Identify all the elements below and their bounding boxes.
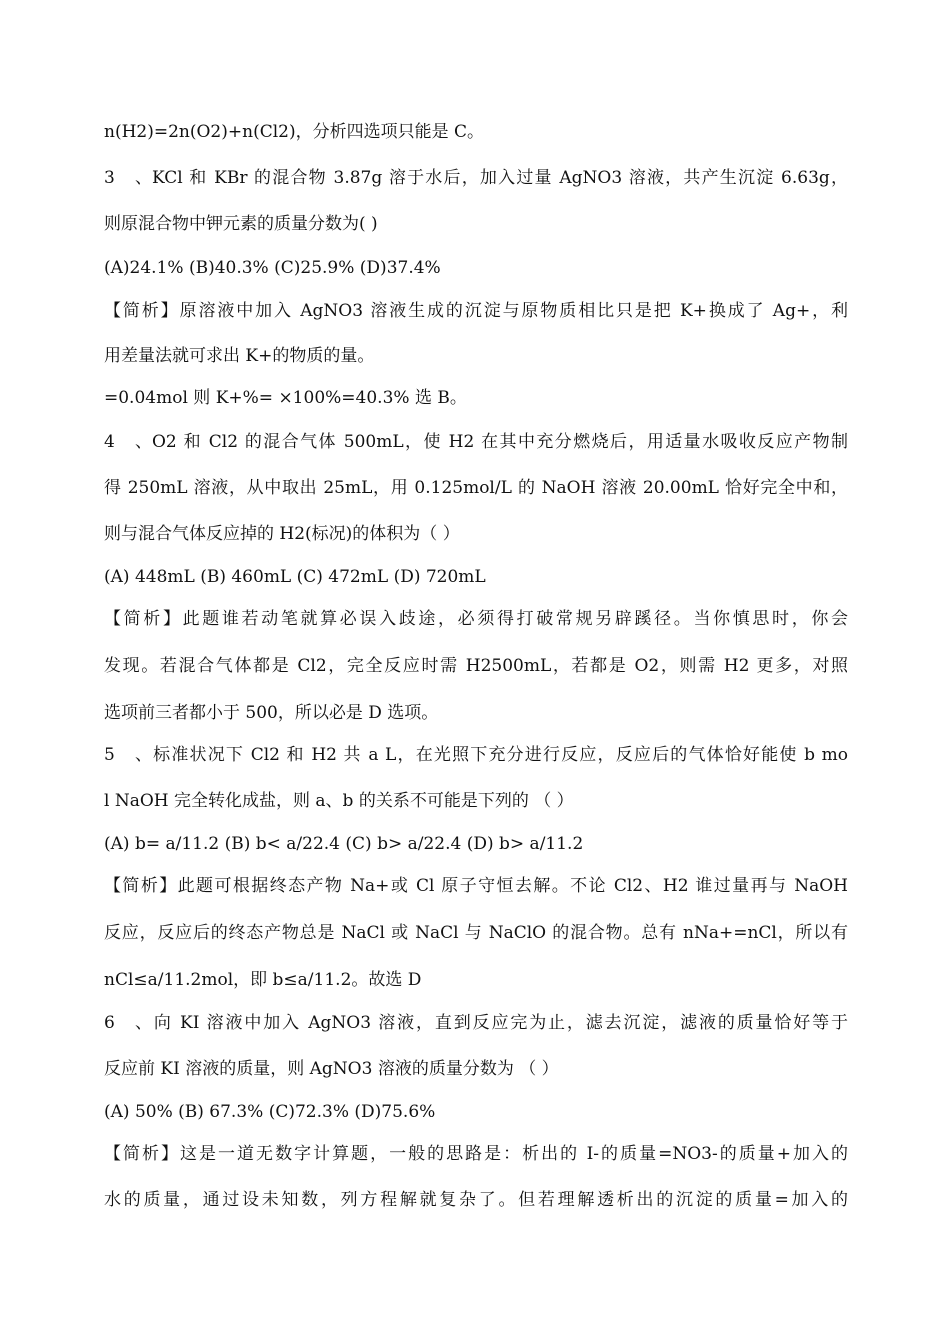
question-5-line xyxy=(104,743,848,767)
answer-options: (A) 50% (B) 67.3% (C)72.3% (D)75.6% xyxy=(104,1102,436,1122)
answer-options: (A) 448mL (B) 460mL (C) 472mL (D) 720mL xyxy=(104,567,486,587)
text-line: 向 KI 溶液中加入 AgNO3 溶液，直到反应完为止，滤去沉淀，滤液的质量恰好等于 xyxy=(152,1013,848,1033)
text-line: 反应前 KI 溶液的质量，则 AgNO3 溶液的质量分数为 （ ） xyxy=(104,1059,559,1079)
text-line: 发现。若混合气体都是 Cl2，完全反应时需 H2500mL，若都是 O2，则需 H2 更多，对照 xyxy=(104,656,848,676)
text-line: 则原混合物中钾元素的质量分数为( ) xyxy=(104,214,378,234)
text-line: 用差量法就可求出 K+的物质的量。 xyxy=(104,346,375,366)
question-3-line xyxy=(104,166,848,190)
answer-options: (A)24.1% (B)40.3% (C)25.9% (D)37.4% xyxy=(104,258,441,278)
text-line: 则与混合气体反应掉的 H2(标况)的体积为（ ） xyxy=(104,524,460,544)
analysis-text: 【简析】这是一道无数字计算题，一般的思路是：析出的 I-的质量=NO3-的质量+加入的 xyxy=(104,1144,848,1164)
question-number: 4、 xyxy=(104,432,152,452)
analysis-text: 【简析】此题谁若动笔就算必误入歧途，必须得打破常规另辟蹊径。当你慎思时，你会 xyxy=(104,609,848,629)
question-6-line xyxy=(104,1011,848,1035)
text-line: =0.04mol 则 K+%= ×100%=40.3% 选 B。 xyxy=(104,388,467,408)
text-line: l NaOH 完全转化成盐，则 a、b 的关系不可能是下列的 （ ） xyxy=(104,791,574,811)
text-line: KCl 和 KBr 的混合物 3.87g 溶于水后，加入过量 AgNO3 溶液，共产生沉淀 6.63g， xyxy=(152,168,848,188)
question-number: 3、 xyxy=(104,168,152,188)
text-line: 反应，反应后的终态产物总是 NaCl 或 NaCl 与 NaClO 的混合物。总有 nNa+=nCl，所以有 xyxy=(104,923,848,943)
text-line: n(H2)=2n(O2)+n(Cl2)，分析四选项只能是 C。 xyxy=(104,122,485,142)
question-number: 5、 xyxy=(104,745,152,765)
text-line: nCl≤a/11.2mol，即 b≤a/11.2。故选 D xyxy=(104,970,422,990)
text-line: 选项前三者都小于 500，所以必是 D 选项。 xyxy=(104,703,439,723)
analysis-text: 【简析】原溶液中加入 AgNO3 溶液生成的沉淀与原物质相比只是把 K+换成了 Ag+，利 xyxy=(104,301,848,321)
question-4-line xyxy=(104,430,848,454)
text-line: 得 250mL 溶液，从中取出 25mL，用 0.125mol/L 的 NaOH 溶液 20.00mL 恰好完全中和， xyxy=(104,478,848,498)
question-number: 6、 xyxy=(104,1013,152,1033)
text-line: O2 和 Cl2 的混合气体 500mL，使 H2 在其中充分燃烧后，用适量水吸收反应产物制 xyxy=(152,432,848,452)
text-line: 标准状况下 Cl2 和 H2 共 a L，在光照下充分进行反应，反应后的气体恰好能使 b mo xyxy=(152,745,848,765)
analysis-text: 【简析】此题可根据终态产物 Na+或 Cl 原子守恒去解。不论 Cl2、H2 谁过量再与 NaOH xyxy=(104,876,848,896)
answer-options: (A) b= a/11.2 (B) b< a/22.4 (C) b> a/22.4 (D) b> a/11.2 xyxy=(104,834,584,854)
text-line: 水的质量，通过设未知数，列方程解就复杂了。但若理解透析出的沉淀的质量=加入的 xyxy=(104,1190,848,1210)
